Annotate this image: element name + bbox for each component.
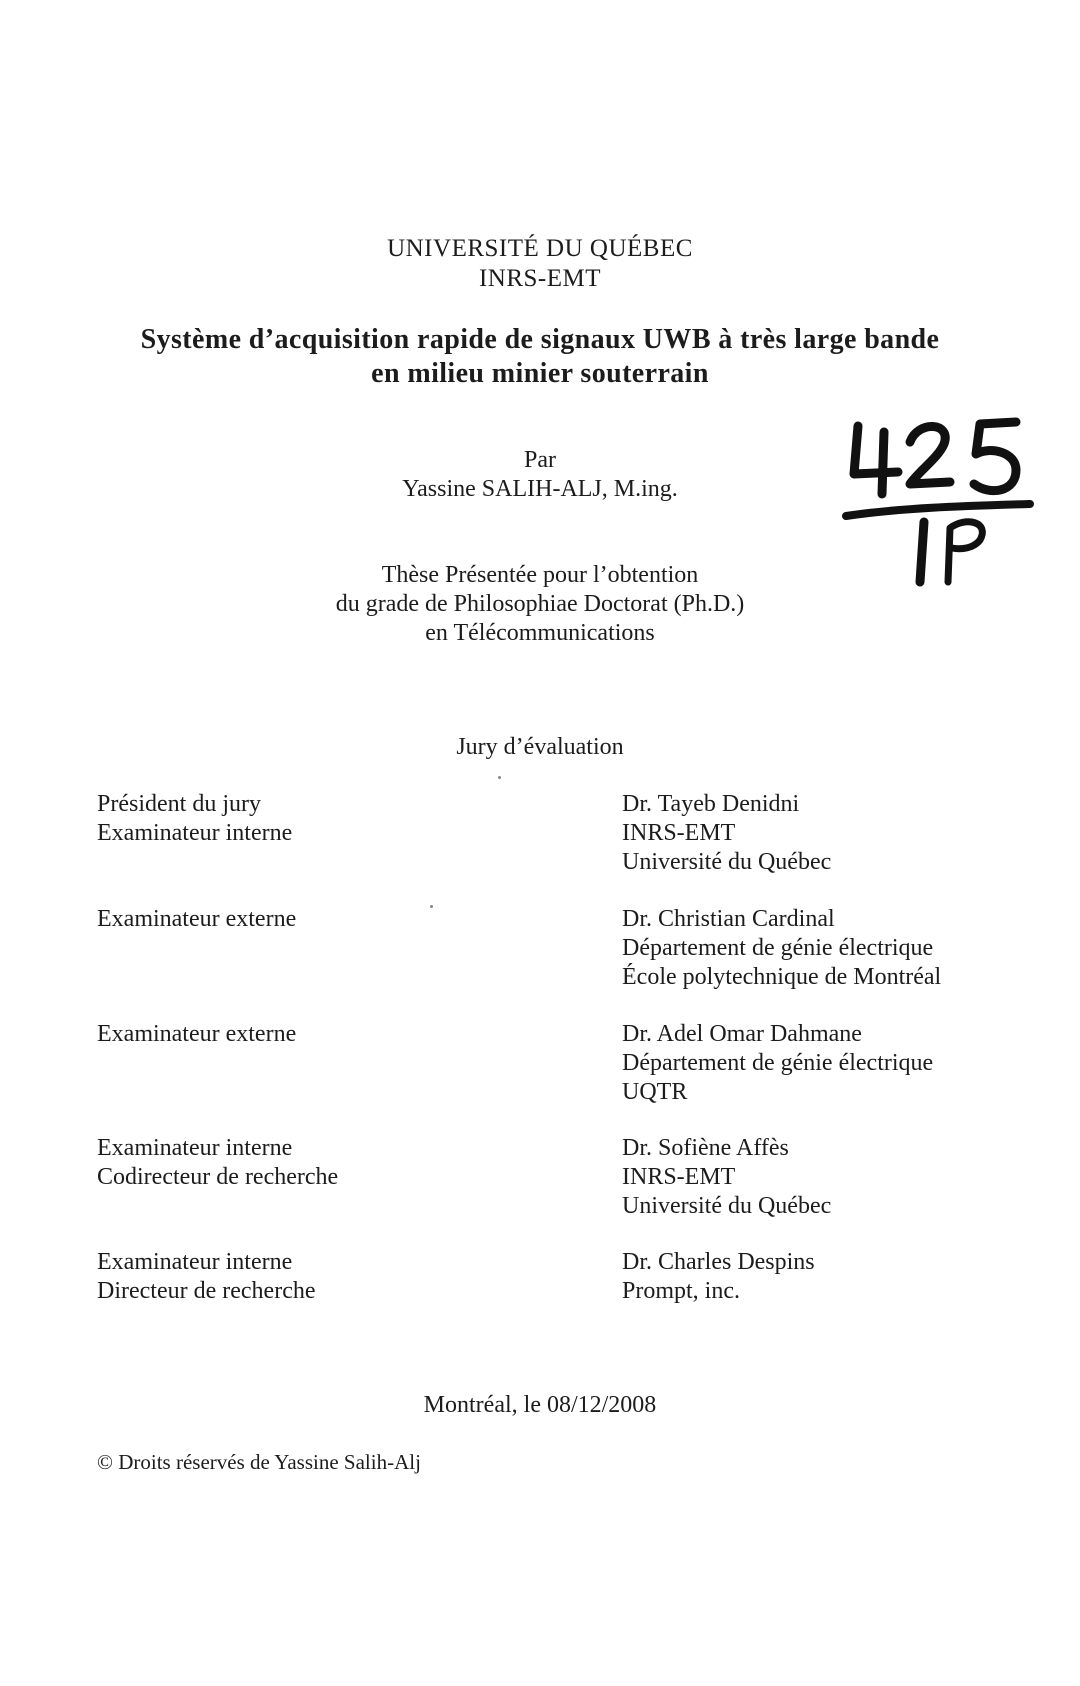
- jury-member-affiliation: INRS-EMT: [622, 1164, 736, 1190]
- jury-member-name: Dr. Sofiène Affès: [622, 1135, 789, 1161]
- jury-member-affiliation: Département de génie électrique: [622, 1050, 934, 1076]
- scan-speck: [430, 905, 433, 908]
- jury-role-label: Examinateur interne: [97, 1249, 293, 1275]
- university-name: UNIVERSITÉ DU QUÉBEC: [387, 235, 693, 262]
- handwritten-call-number-stamp: [840, 412, 1040, 592]
- jury-role-label: Examinateur externe: [97, 1021, 297, 1047]
- thesis-title-line-2: en milieu minier souterrain: [371, 358, 709, 389]
- jury-entry-4-member: [622, 1134, 831, 1221]
- jury-member-affiliation: Université du Québec: [622, 1193, 832, 1219]
- jury-role-label: Examinateur externe: [97, 906, 297, 932]
- jury-member-affiliation: Prompt, inc.: [622, 1278, 740, 1304]
- jury-member-name: Dr. Christian Cardinal: [622, 906, 835, 932]
- jury-role-label: Directeur de recherche: [97, 1278, 316, 1304]
- jury-entry-3-member: [622, 1020, 933, 1107]
- jury-member-affiliation: UQTR: [622, 1079, 688, 1105]
- thesis-purpose-line-1: Thèse Présentée pour l’obtention: [381, 562, 699, 588]
- jury-entry-5-roles: [97, 1248, 316, 1306]
- jury-heading: Jury d’évaluation: [456, 734, 624, 760]
- jury-member-affiliation: Département de génie électrique: [622, 935, 934, 961]
- author-name: Yassine SALIH-ALJ, M.ing.: [402, 476, 678, 502]
- jury-entry-5-member: [622, 1248, 815, 1306]
- scan-speck: [498, 776, 501, 779]
- jury-entry-2-member: [622, 905, 941, 992]
- jury-entry-3-roles: [97, 1020, 296, 1049]
- institute-name: INRS-EMT: [478, 265, 602, 292]
- thesis-purpose-line-2: du grade de Philosophiae Doctorat (Ph.D.): [335, 591, 745, 617]
- place-and-date: Montréal, le 08/12/2008: [423, 1392, 657, 1418]
- jury-member-affiliation: Université du Québec: [622, 849, 832, 875]
- jury-role-label: Codirecteur de recherche: [97, 1164, 339, 1190]
- jury-role-label: Président du jury: [97, 791, 261, 817]
- jury-role-label: Examinateur interne: [97, 1135, 293, 1161]
- thesis-purpose-line-3: en Télécommunications: [425, 620, 655, 646]
- jury-member-name: Dr. Charles Despins: [622, 1249, 815, 1275]
- jury-entry-1-roles: [97, 790, 292, 848]
- jury-member-name: Dr. Adel Omar Dahmane: [622, 1021, 862, 1047]
- jury-entry-1-member: [622, 790, 831, 877]
- thesis-title-line-1: Système d’acquisition rapide de signaux UWB à très large bande: [140, 324, 940, 355]
- jury-member-affiliation: INRS-EMT: [622, 820, 736, 846]
- jury-role-label: Examinateur interne: [97, 820, 293, 846]
- jury-member-name: Dr. Tayeb Denidni: [622, 791, 800, 817]
- author-prefix: Par: [524, 447, 556, 473]
- jury-member-affiliation: École polytechnique de Montréal: [622, 964, 942, 990]
- jury-entry-2-roles: [97, 905, 296, 934]
- jury-entry-4-roles: [97, 1134, 338, 1192]
- copyright-notice: © Droits réservés de Yassine Salih-Alj: [97, 1450, 421, 1474]
